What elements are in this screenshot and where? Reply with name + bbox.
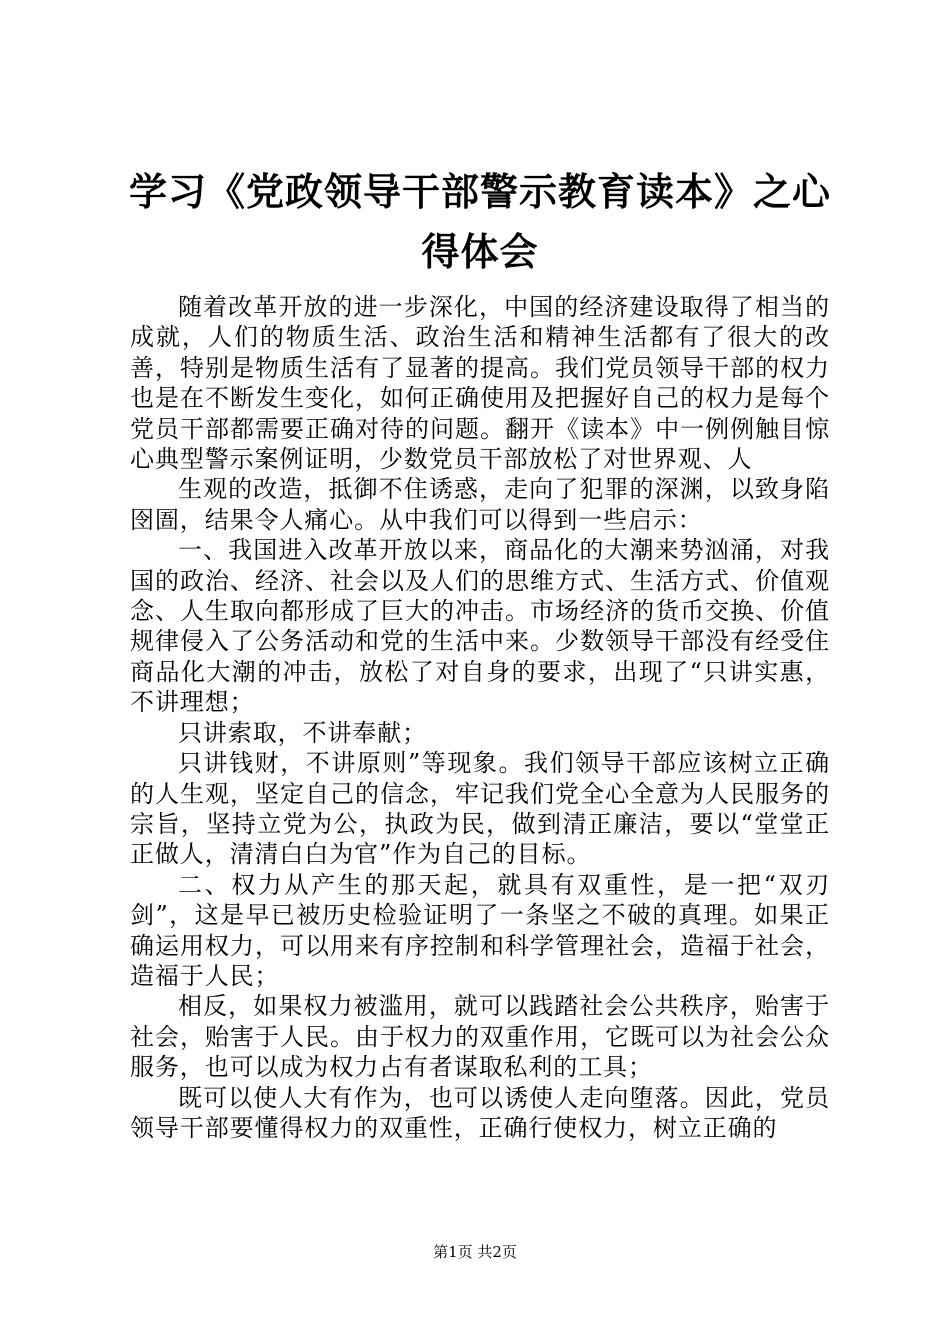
paragraph-6: 二、权力从产生的那天起，就具有双重性，是一把“双刃剑”，这是早已被历史检验证明了一条坚之不破的真理。如果正确运用权力，可以用来有序控制和科学管理社会，造福于社会，造福于人民；	[130, 870, 830, 990]
paragraph-2: 生观的改造，抵御不住诱惑，走向了犯罪的深渊，以致身陷囹圄，结果令人痛心。从中我们可以得到一些启示：	[130, 475, 830, 534]
document-body	[130, 292, 830, 1143]
paragraph-5: 只讲钱财，不讲原则”等现象。我们领导干部应该树立正确的人生观，坚定自己的信念，牢记我们党全心全意为人民服务的宗旨，坚持立党为公，执政为民，做到清正廉洁，要以“堂堂正正做人，清清白白为官”作为自己的目标。	[130, 749, 830, 869]
paragraph-3: 一、我国进入改革开放以来，商品化的大潮来势汹涌，对我国的政治、经济、社会以及人们的思维方式、生活方式、价值观念、人生取向都形成了巨大的冲击。市场经济的货币交换、价值规律侵入了公务活动和党的生活中来。少数领导干部没有经受住商品化大潮的冲击，放松了对自身的要求，出现了“只讲实惠，不讲理想；	[130, 536, 830, 717]
document-title: 学习《党政领导干部警示教育读本》之心得体会	[128, 170, 831, 274]
paragraph-1: 随着改革开放的进一步深化，中国的经济建设取得了相当的成就，人们的物质生活、政治生活和精神生活都有了很大的改善，特别是物质生活有了显著的提高。我们党员领导干部的权力也是在不断发生变化，如何正确使用及把握好自己的权力是每个党员干部都需要正确对待的问题。翻开《读本》中一例例触目惊心典型警示案例证明，少数党员干部放松了对世界观、人	[130, 293, 830, 474]
paragraph-4: 只讲索取，不讲奉献；	[178, 718, 427, 747]
page-footer: 第1页 共2页	[433, 1243, 517, 1261]
paragraph-8: 既可以使人大有作为，也可以诱使人走向堕落。因此，党员领导干部要懂得权力的双重性，正确行使权力，树立正确的	[130, 1083, 830, 1142]
paragraph-7: 相反，如果权力被滥用，就可以践踏社会公共秩序，贻害于社会，贻害于人民。由于权力的双重作用，它既可以为社会公众服务，也可以成为权力占有者谋取私利的工具；	[130, 992, 830, 1082]
